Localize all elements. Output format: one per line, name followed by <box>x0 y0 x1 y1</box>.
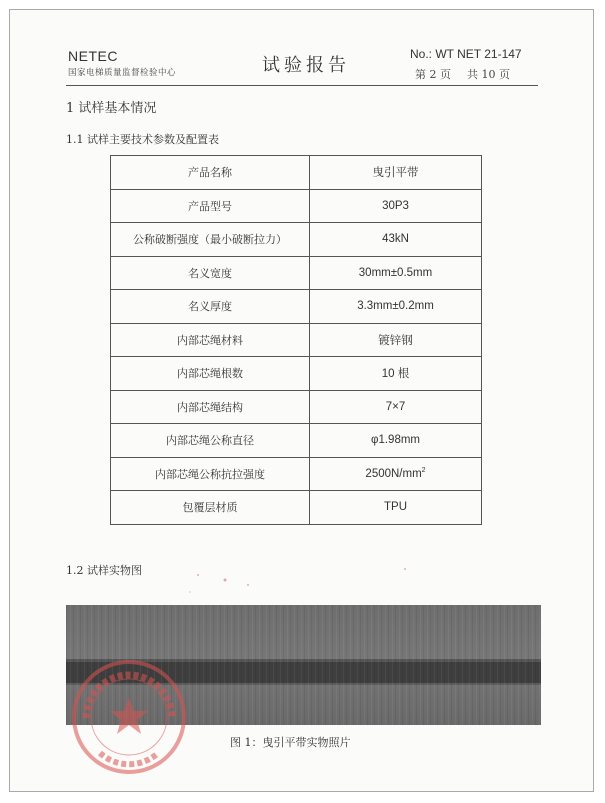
report-title: 试验报告 <box>262 55 350 76</box>
param-name-cell: 名义宽度 <box>111 256 310 290</box>
unit-superscript: 2 <box>421 467 426 475</box>
param-value: 曳引平带 <box>372 167 419 180</box>
param-value: 43kN <box>382 233 409 246</box>
param-value: 10 根 <box>381 368 410 381</box>
subsection-heading-spec: 1.1 试样主要技术参数及配置表 <box>66 133 219 146</box>
param-name-cell: 内部芯绳结构 <box>111 390 310 424</box>
param-name-cell: 公称破断强度（最小破断拉力） <box>111 223 310 257</box>
org-name: 国家电梯质量监督检验中心 <box>68 68 177 78</box>
param-value: 镀锌钢 <box>378 334 413 347</box>
param-value: 3.3mm±0.2mm <box>357 300 434 313</box>
param-value: 30mm±0.5mm <box>358 266 433 279</box>
param-name-cell: 内部芯绳材料 <box>111 323 310 357</box>
page-current: 第 2 页 <box>415 68 451 81</box>
param-name-cell: 包覆层材质 <box>111 491 310 525</box>
param-name-cell: 名义厚度 <box>111 290 310 324</box>
org-abbreviation: NETEC <box>68 48 118 64</box>
report-number: No.: WT NET 21-147 <box>410 47 522 61</box>
param-value: 7×7 <box>385 400 406 413</box>
param-name-cell: 内部芯绳公称直径 <box>111 424 310 458</box>
param-name-cell: 内部芯绳公称抗拉强度 <box>111 457 310 491</box>
param-name-cell: 产品名称 <box>111 156 310 190</box>
param-value: TPU <box>384 501 407 514</box>
photo-caption: 图 1：曳引平带实物照片 <box>230 736 351 749</box>
param-name-cell: 内部芯绳根数 <box>111 357 310 391</box>
subsection-heading-photo: 1.2 试样实物图 <box>66 564 142 577</box>
section-heading: 1 试样基本情况 <box>66 101 157 116</box>
param-value: φ1.98mm <box>371 434 420 447</box>
page-total: 共 10 页 <box>467 68 510 81</box>
param-value: 30P3 <box>382 199 409 212</box>
param-value: 2500N/mm <box>365 468 422 481</box>
param-name-cell: 产品型号 <box>111 189 310 223</box>
